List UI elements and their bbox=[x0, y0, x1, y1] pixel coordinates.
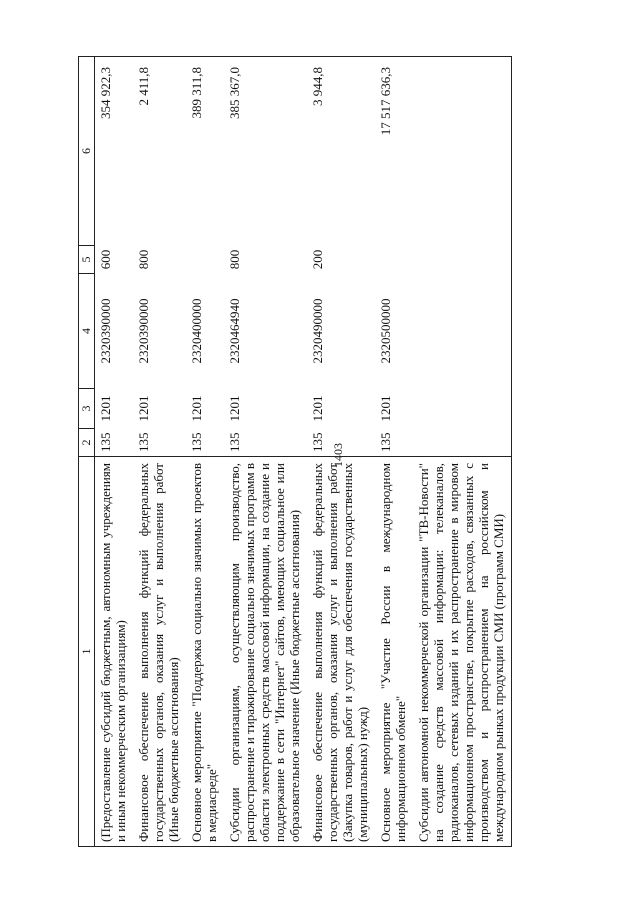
row-amount: 389 311,8 bbox=[186, 57, 224, 246]
table-row bbox=[133, 57, 186, 847]
row-col5 bbox=[375, 246, 413, 274]
row-col5: 800 bbox=[227, 249, 242, 270]
table-row bbox=[307, 57, 375, 847]
row-description: (Предоставление субсидий бюджетным, автономным учреждениям и иным некоммерческим организациям) bbox=[95, 457, 134, 847]
row-description: Субсидии организациям, осуществляющим производство, распространение и тиражирование социально значимых программ в области электронных средств массовой информации, на создание и поддержание в сети "Интернет" сайтов, имеющих социальное или образовательное значение (Иные бюджетные ассигнования) bbox=[224, 457, 307, 847]
row-col3: 1201 bbox=[227, 395, 242, 422]
row-col3: 1201 bbox=[310, 395, 325, 422]
row-col5: 600 bbox=[98, 249, 113, 270]
table-row bbox=[375, 57, 413, 847]
header-col-3: 3 bbox=[79, 389, 95, 429]
row-col4: 2320490000 bbox=[310, 298, 325, 364]
row-col3: 1201 bbox=[378, 395, 393, 422]
row-col3: 1201 bbox=[136, 395, 151, 422]
row-amount: 17 517 636,3 bbox=[375, 57, 413, 246]
row-col4: 2320400000 bbox=[189, 298, 204, 364]
row-col3: 1201 bbox=[98, 395, 113, 422]
table-row bbox=[224, 57, 307, 847]
header-col-1: 1 bbox=[79, 457, 95, 847]
row-col3 bbox=[413, 389, 512, 429]
row-col2: 135 bbox=[378, 432, 393, 452]
row-description: Финансовое обеспечение выполнения функций федеральных государственных органов, оказания услуг и выполнения работ (Закупка товаров, работ и услуг для обеспечения государственных (муниципальных) нужд) bbox=[307, 457, 375, 847]
table-row bbox=[95, 57, 134, 847]
row-col4 bbox=[413, 274, 512, 389]
row-amount: 385 367,0 bbox=[224, 57, 307, 246]
row-col4: 2320390000 bbox=[136, 298, 151, 364]
budget-table-container bbox=[78, 57, 618, 847]
row-col2: 135 bbox=[136, 432, 151, 452]
header-col-6: 6 bbox=[79, 57, 95, 246]
budget-table bbox=[78, 56, 512, 847]
row-col4: 2320390000 bbox=[98, 298, 113, 364]
page-number: 1403 bbox=[331, 443, 345, 467]
row-col2: 135 bbox=[98, 432, 113, 452]
row-col3: 1201 bbox=[189, 395, 204, 422]
row-col5: 800 bbox=[136, 249, 151, 270]
row-col5 bbox=[186, 246, 224, 274]
row-description: Основное мероприятие "Поддержка социально значимых проектов в медиасреде" bbox=[186, 457, 224, 847]
row-amount: 3 944,8 bbox=[307, 57, 375, 246]
row-col5 bbox=[413, 246, 512, 274]
row-description: Основное мероприятие "Участие России в международном информационном обмене" bbox=[375, 457, 413, 847]
row-col2: 135 bbox=[189, 432, 204, 452]
row-amount: 2 411,8 bbox=[133, 57, 186, 246]
header-row bbox=[79, 57, 95, 847]
header-col-4: 4 bbox=[79, 274, 95, 389]
row-col5: 200 bbox=[310, 249, 325, 270]
row-amount bbox=[413, 57, 512, 246]
row-col4: 2320500000 bbox=[378, 298, 393, 364]
row-col4: 2320464940 bbox=[227, 298, 242, 364]
row-col2 bbox=[413, 429, 512, 457]
row-col2: 135 bbox=[227, 432, 242, 452]
table-row bbox=[186, 57, 224, 847]
row-amount: 354 922,3 bbox=[95, 57, 134, 246]
table-row bbox=[413, 57, 512, 847]
row-description: Финансовое обеспечение выполнения функций федеральных государственных органов, оказания услуг и выполнения работ (Иные бюджетные ассигнования) bbox=[133, 457, 186, 847]
header-col-5: 5 bbox=[79, 246, 95, 274]
row-description: Субсидии автономной некоммерческой организации "ТВ-Новости" на создание средств массовой информации: телеканалов, радиоканалов, сетевых изданий и их распространение в мировом информационном пространстве, покрытие расходов, связанных с производством и распространением на российском и международном рынках продукции СМИ (программ СМИ) bbox=[413, 457, 512, 847]
row-col2: 135 bbox=[310, 432, 325, 452]
header-col-2: 2 bbox=[79, 429, 95, 457]
